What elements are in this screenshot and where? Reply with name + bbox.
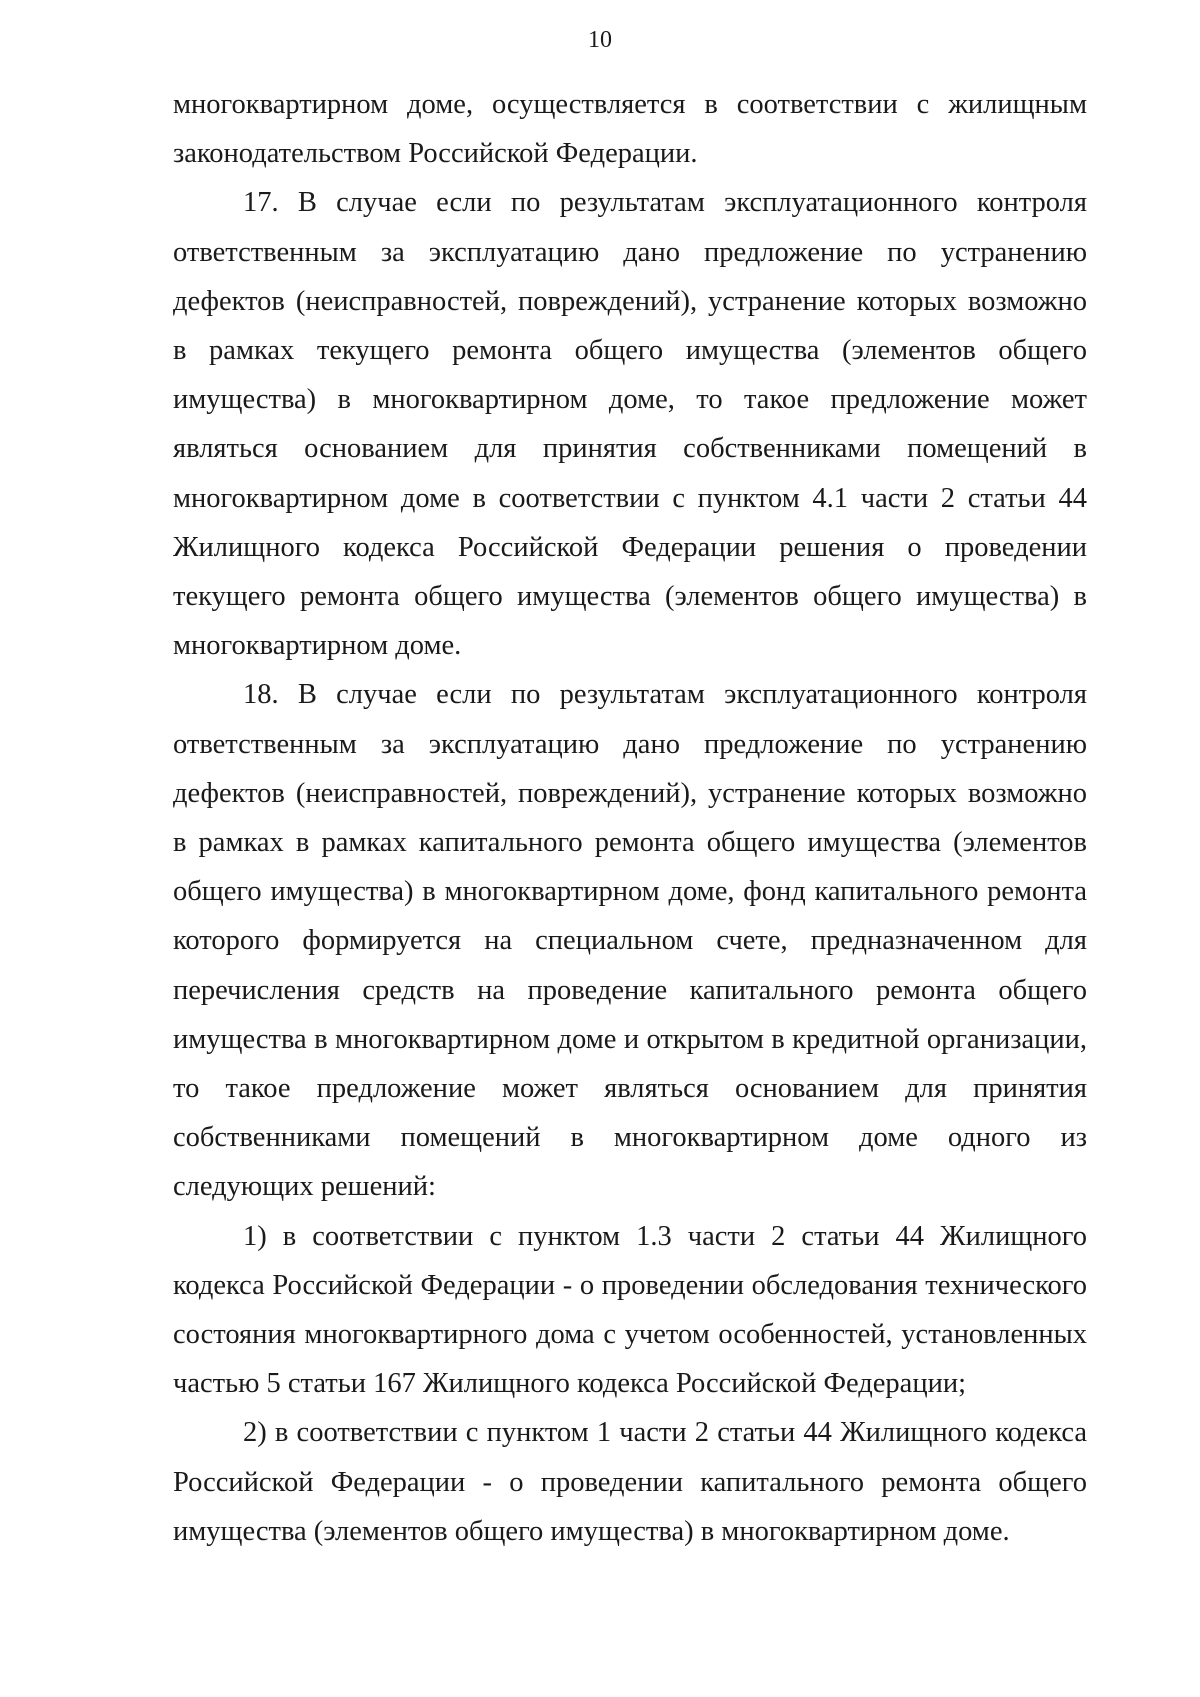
document-body — [173, 80, 1087, 1556]
page-number: 10 — [588, 27, 612, 53]
paragraph-item-18-subitem-1: 1) в соответствии с пунктом 1.3 части 2 статьи 44 Жилищного кодекса Российской Федерации - о проведении обследования технического состояния многоквартирного дома с учетом особенностей, установленных частью 5 статьи 167 Жилищного кодекса Российской Федерации; — [173, 1220, 1087, 1400]
paragraph-continuation: многоквартирном доме, осуществляется в соответствии с жилищным законодательством Российской Федерации. — [173, 89, 1087, 170]
paragraph-item-17: 17. В случае если по результатам эксплуатационного контроля ответственным за эксплуатацию дано предложение по устранению дефектов (неисправностей, повреждений), устранение которых возможно в рамках текущего ремонта общего имущества (элементов общего имущества) в многоквартирном доме, то такое предложение может являться основанием для принятия собственниками помещений в многоквартирном доме в соответствии с пунктом 4.1 части 2 статьи 44 Жилищного кодекса Российской Федерации решения о проведении текущего ремонта общего имущества (элементов общего имущества) в многоквартирном доме. — [173, 187, 1087, 662]
paragraph-item-18-subitem-2: 2) в соответствии с пунктом 1 части 2 статьи 44 Жилищного кодекса Российской Федерации - о проведении капитального ремонта общего имущества (элементов общего имущества) в многоквартирном доме. — [173, 1417, 1087, 1547]
paragraph-item-18: 18. В случае если по результатам эксплуатационного контроля ответственным за эксплуатацию дано предложение по устранению дефектов (неисправностей, повреждений), устранение которых возможно в рамках в рамках капитального ремонта общего имущества (элементов общего имущества) в многоквартирном доме, фонд капитального ремонта которого формируется на специальном счете, предназначенном для перечисления средств на проведение капитального ремонта общего имущества в многоквартирном доме и открытом в кредитной организации, то такое предложение может являться основанием для принятия собственниками помещений в многоквартирном доме одного из следующих решений: — [173, 679, 1087, 1203]
